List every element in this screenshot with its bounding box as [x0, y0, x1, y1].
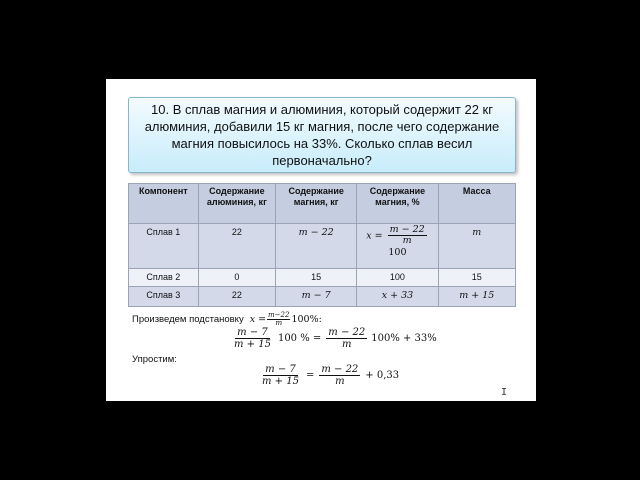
cell-aluminum: 22 — [198, 224, 275, 269]
sub-fraction — [267, 312, 290, 328]
problem-text: 10. В сплав магния и алюминия, который содержит 22 кг алюминия, добавили 15 кг магния, после чего содержание магния повысилось на 33%. Сколько сплав весил первоначально? — [144, 102, 500, 168]
slide — [106, 79, 536, 401]
simplify-label: Упростим: — [132, 354, 177, 365]
sub-tail: 100%: — [291, 314, 322, 326]
row-label: Сплав 2 — [129, 268, 199, 287]
cell-magnesium: m − 7 — [276, 287, 357, 307]
alloy-table — [128, 183, 516, 307]
row-label: Сплав 3 — [129, 287, 199, 307]
eq2-right-fraction — [319, 364, 360, 387]
header-aluminum-kg: Содержание алюминия, кг — [198, 184, 275, 224]
cell-magnesium: 15 — [276, 268, 357, 287]
eq1-right-fraction — [326, 327, 367, 350]
header-component: Компонент — [129, 184, 199, 224]
cell-percent: x + 33 — [357, 287, 438, 307]
text-cursor-icon: I — [501, 387, 508, 398]
fraction-numerator: m − 22 — [389, 224, 425, 235]
substitution-formula — [250, 312, 322, 328]
table-row — [129, 224, 516, 269]
sub-numerator: m−22 — [268, 311, 290, 319]
eq2-equals: = — [305, 370, 315, 381]
cell-mass: 15 — [438, 268, 515, 287]
alloy-table-grid — [128, 183, 516, 307]
sub-denominator: m — [275, 319, 283, 328]
cell-aluminum: 22 — [198, 287, 275, 307]
fraction-denominator: m — [402, 235, 412, 247]
eq2-left-fraction — [260, 364, 301, 387]
percent-suffix: 100 — [388, 246, 407, 258]
eq2-left-denominator: m + 15 — [262, 376, 299, 387]
sub-x: x = — [249, 314, 267, 326]
header-mass: Масса — [438, 184, 515, 224]
eq1-left-denominator: m + 15 — [234, 339, 271, 350]
substitution-label: Произведем подстановку — [132, 314, 244, 326]
table-row — [129, 287, 516, 307]
table-row — [129, 268, 516, 287]
cell-mass: m + 15 — [438, 287, 515, 307]
percent-fraction — [388, 225, 427, 247]
eq1-right-denominator: m — [342, 339, 352, 350]
header-magnesium-percent: Содержание магния, % — [357, 184, 438, 224]
equation-2 — [258, 364, 399, 387]
cell-percent — [357, 224, 438, 269]
table-header-row — [129, 184, 516, 224]
substitution-line — [132, 312, 322, 328]
eq1-left-numerator: m − 7 — [237, 327, 268, 338]
cell-mass: m — [438, 224, 515, 269]
cell-magnesium: m − 22 — [276, 224, 357, 269]
cell-aluminum: 0 — [198, 268, 275, 287]
eq2-right-numerator: m − 22 — [321, 364, 359, 375]
eq2-tail: + 0,33 — [365, 370, 400, 381]
eq1-left-fraction — [232, 327, 273, 350]
equation-1 — [230, 327, 437, 350]
eq1-tail: 100% + 33% — [371, 333, 437, 344]
eq2-right-denominator: m — [335, 376, 345, 387]
row-label: Сплав 1 — [129, 224, 199, 269]
header-magnesium-kg: Содержание магния, кг — [276, 184, 357, 224]
eq1-mid: 100 % = — [277, 333, 322, 344]
eq2-left-numerator: m − 7 — [265, 364, 296, 375]
problem-box — [128, 97, 516, 173]
percent-prefix: x = — [366, 230, 383, 242]
eq1-right-numerator: m − 22 — [328, 327, 366, 338]
cell-percent: 100 — [357, 268, 438, 287]
